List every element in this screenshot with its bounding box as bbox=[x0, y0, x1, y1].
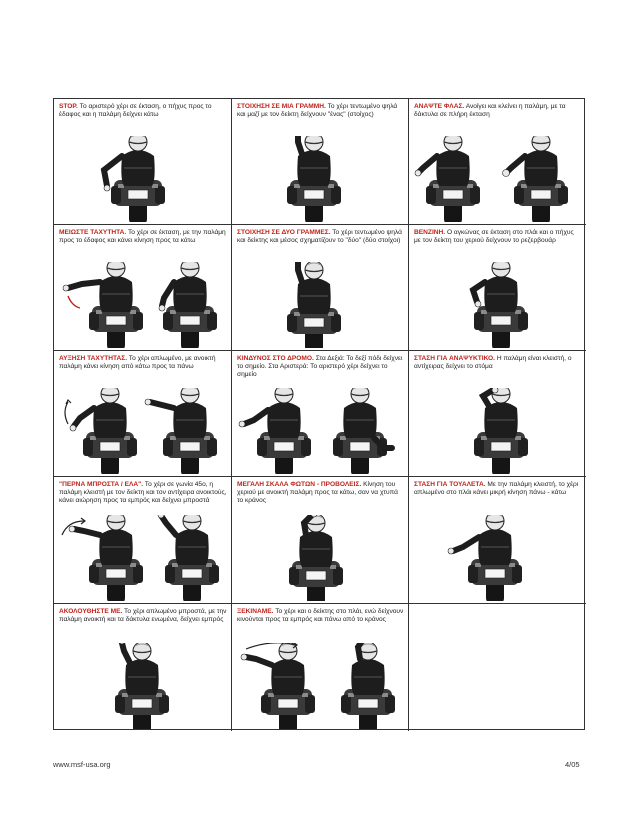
signal-title: "ΠΕΡΝΑ ΜΠΡΟΣΤΑ / ΕΛΑ". bbox=[59, 481, 144, 488]
rider-illustration bbox=[409, 262, 586, 348]
signal-caption bbox=[59, 355, 227, 371]
signal-single-file bbox=[232, 99, 409, 225]
signal-comfort-stop bbox=[409, 477, 586, 604]
rider-illustration bbox=[409, 515, 586, 601]
signal-title: ΑΚΟΛΟΥΘΗΣΤΕ ΜΕ. bbox=[59, 608, 123, 615]
rider-illustration bbox=[232, 515, 409, 601]
rider-illustration bbox=[54, 262, 232, 348]
signal-text: Ο αγκώνας σε έκταση στο πλάι και ο πήχυς με τον δείκτη του χεριού δείχνουν το ρεζερβουάρ bbox=[414, 229, 574, 245]
signal-caption bbox=[414, 103, 582, 119]
signal-stop bbox=[54, 99, 232, 225]
signal-caption bbox=[59, 229, 227, 245]
signal-title: ΑΝΑΨΤΕ ΦΛΑΣ. bbox=[414, 103, 465, 110]
signal-caption bbox=[414, 355, 582, 371]
signal-caption bbox=[59, 481, 227, 506]
signal-title: ΑΥΞΗΣΗ ΤΑΧΥΤΗΤΑΣ. bbox=[59, 355, 128, 362]
signal-follow-me bbox=[54, 604, 232, 731]
signal-text: Κίνηση του χεριού με ανοικτή παλάμη προς τα κάτω, σαν να χτυπά το κράνος bbox=[237, 481, 398, 505]
signal-high-beam bbox=[232, 477, 409, 604]
signal-text: Με την παλάμη κλειστή, το χέρι απλωμένο στο πλάι κάνει μικρή κίνηση πάνω - κάτω bbox=[414, 481, 579, 497]
signal-hazard bbox=[232, 351, 409, 477]
rider-illustration bbox=[54, 388, 232, 474]
signal-text: Στα Δεξιά: Το δεξί πόδι δείχνει το σημείο. Στα Αριστερά: Το αριστερό χέρι δείχνει το σημείο bbox=[237, 355, 403, 379]
signal-caption bbox=[237, 481, 404, 506]
signal-text: Το χέρι σε γωνία 45ο, η παλάμη κλειστή με τον δείκτη και τον αντίχειρα ανοικτούς, κάνει αιώρηση προς τα εμπρός και δείχνει μπροστά bbox=[59, 481, 227, 505]
signal-title: STOP. bbox=[59, 103, 78, 110]
rider-illustration bbox=[409, 136, 586, 222]
rider-illustration bbox=[54, 136, 232, 222]
signal-title: ΞΕΚΙΝΑΜΕ. bbox=[237, 608, 274, 615]
signal-slow-down bbox=[54, 225, 232, 351]
signal-caption bbox=[237, 608, 404, 624]
signal-text: Το χέρι τεντωμένο ψηλά και δείκτης και μέσος σχηματίζουν το "δύο" (δύο στοίχοι) bbox=[237, 229, 402, 245]
rider-illustration bbox=[232, 388, 409, 474]
signal-lets-go bbox=[232, 604, 409, 731]
signal-double-file bbox=[232, 225, 409, 351]
rider-illustration bbox=[232, 643, 409, 729]
signal-caption bbox=[59, 608, 227, 624]
signal-flash-lights bbox=[409, 99, 586, 225]
signal-title: ΣΤΑΣΗ ΓΙΑ ΤΟΥΑΛΕΤΑ. bbox=[414, 481, 486, 488]
page-number: 4/05 bbox=[565, 760, 580, 769]
signal-text: Η παλάμη είναι κλειστή, ο αντίχειρας δείχνει το στόμα bbox=[414, 355, 572, 371]
signal-caption bbox=[414, 481, 582, 497]
signal-title: ΚΙΝΔΥΝΟΣ ΣΤΟ ΔΡΟΜΟ. bbox=[237, 355, 314, 362]
signal-caption bbox=[414, 229, 582, 245]
signal-title: ΣΤΟΙΧΗΣΗ ΣΕ ΔΥΟ ΓΡΑΜΜΕΣ. bbox=[237, 229, 331, 236]
rider-illustration bbox=[54, 515, 232, 601]
footer-url: www.msf-usa.org bbox=[53, 760, 111, 769]
empty-cell bbox=[409, 604, 586, 731]
signal-title: ΜΕΙΩΣΤΕ ΤΑΧΥΤΗΤΑ. bbox=[59, 229, 127, 236]
signal-caption bbox=[237, 103, 404, 119]
signal-fuel bbox=[409, 225, 586, 351]
signal-text: Το αριστερό χέρι σε έκταση, ο πήχυς προς το έδαφος και η παλάμη δείχνει κάτω bbox=[59, 103, 212, 119]
signal-caption bbox=[237, 229, 404, 245]
signal-text: Το χέρι απλωμένο, με ανοικτή παλάμη κάνει κίνηση από κάτω προς τα πάνω bbox=[59, 355, 216, 371]
signal-caption bbox=[237, 355, 404, 380]
signal-title: ΜΕΓΑΛΗ ΣΚΑΛΑ ΦΩΤΩΝ - ΠΡΟΒΟΛΕΙΣ. bbox=[237, 481, 362, 488]
signal-title: ΣΤΑΣΗ ΓΙΑ ΑΝΑΨΥΚΤΙΚΟ. bbox=[414, 355, 496, 362]
signal-text: Το χέρι τεντωμένο ψηλά και μαζί με τον δείκτη δείχνουν "ένας" (στοίχος) bbox=[237, 103, 398, 119]
signal-text: Το χέρι σε έκταση, με την παλάμη προς το έδαφος και κάνει κίνηση προς τα κάτω bbox=[59, 229, 226, 245]
signal-refreshment-stop bbox=[409, 351, 586, 477]
signal-text: Το χέρι απλωμένο μπροστά, με την παλάμη ανοικτή και τα δάκτυλα ενωμένα, δείχνει εμπρός bbox=[59, 608, 227, 624]
rider-illustration bbox=[409, 388, 586, 474]
signal-pass-come bbox=[54, 477, 232, 604]
signal-title: ΣΤΟΙΧΗΣΗ ΣΕ ΜΙΑ ΓΡΑΜΜΗ. bbox=[237, 103, 326, 110]
signal-grid bbox=[53, 98, 585, 730]
signal-caption bbox=[59, 103, 227, 119]
rider-illustration bbox=[232, 262, 409, 348]
rider-illustration bbox=[54, 643, 232, 729]
signal-title: ΒΕΝΖΙΝΗ. bbox=[414, 229, 446, 236]
signal-text: Ανοίγει και κλείνει η παλάμη, με τα δάκτυλα σε πλήρη έκταση bbox=[414, 103, 566, 119]
signal-speed-up bbox=[54, 351, 232, 477]
signal-text: Το χέρι και ο δείκτης στο πλάι, ενώ δείχνουν κινούνται προς τα εμπρός και πάνω από το κράνος bbox=[237, 608, 404, 624]
rider-illustration bbox=[232, 136, 409, 222]
